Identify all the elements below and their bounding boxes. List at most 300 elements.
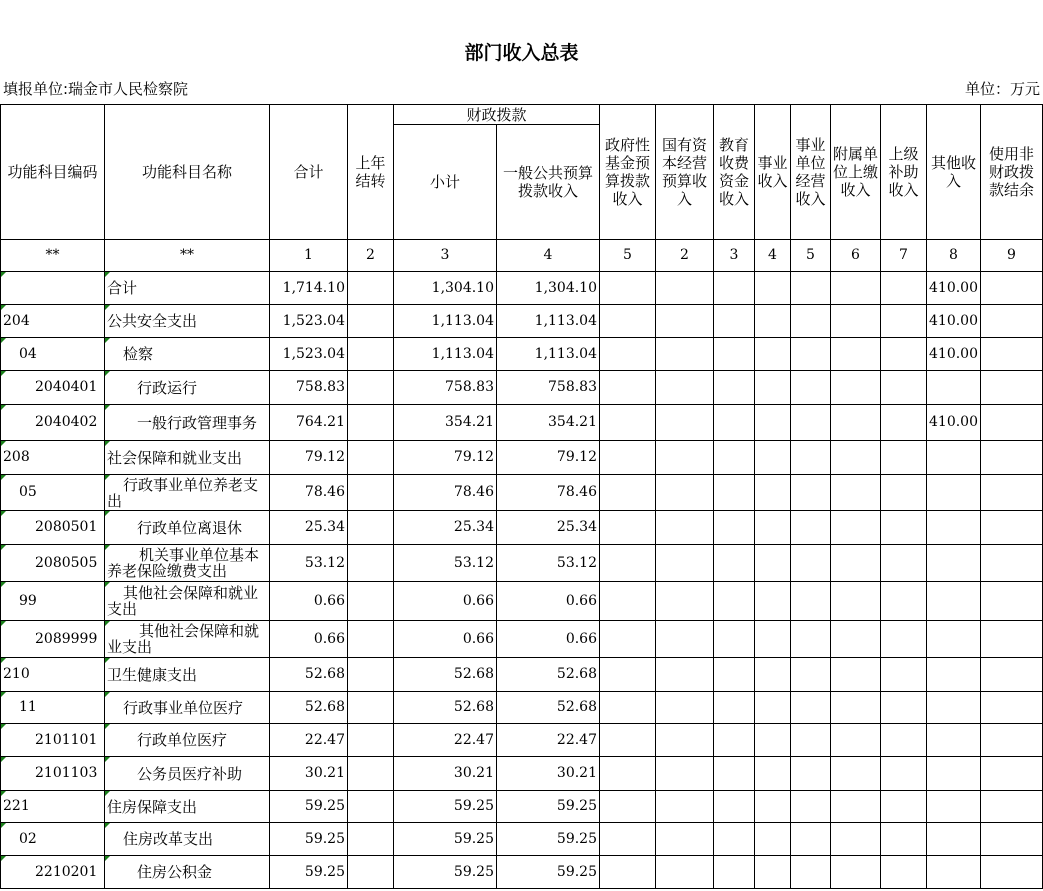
gov-fund-cell [600, 475, 656, 511]
table-row [1, 441, 1043, 475]
name-cell: 公务员医疗补助 [105, 757, 270, 791]
affiliated-cell [831, 582, 881, 621]
gov-fund-cell [600, 441, 656, 475]
edu-fee-cell [714, 791, 755, 823]
code-cell: 2210201 [1, 856, 105, 889]
affiliated-cell [831, 791, 881, 823]
business-cell [755, 371, 791, 405]
total-cell: 59.25 [270, 823, 348, 856]
state-capital-cell [656, 405, 714, 441]
name-cell: 其他社会保障和就业支出 [105, 582, 270, 621]
name-cell: 社会保障和就业支出 [105, 441, 270, 475]
gov-fund-cell [600, 823, 656, 856]
non-fiscal-balance-cell [981, 441, 1043, 475]
subtotal-cell: 30.21 [394, 757, 497, 791]
unit-operation-cell [791, 511, 831, 545]
sequence-cell: 4 [497, 240, 600, 272]
general-budget-cell: 1,113.04 [497, 305, 600, 338]
name-cell: 住房公积金 [105, 856, 270, 889]
unit-operation-cell [791, 692, 831, 724]
other-income-cell [927, 371, 981, 405]
code-cell: 2089999 [1, 621, 105, 658]
sequence-cell: 9 [981, 240, 1043, 272]
subtotal-cell: 79.12 [394, 441, 497, 475]
name-cell: 公共安全支出 [105, 305, 270, 338]
business-cell [755, 582, 791, 621]
non-fiscal-balance-cell [981, 692, 1043, 724]
edu-fee-cell [714, 441, 755, 475]
name-cell: 行政单位离退休 [105, 511, 270, 545]
superior-subsidy-cell [881, 441, 927, 475]
subtotal-cell: 52.68 [394, 692, 497, 724]
affiliated-cell [831, 305, 881, 338]
gov-fund-cell [600, 724, 656, 757]
header-total: 合计 [270, 105, 348, 240]
non-fiscal-balance-cell [981, 475, 1043, 511]
header-carryover: 上年结转 [348, 105, 394, 240]
business-cell [755, 791, 791, 823]
affiliated-cell [831, 371, 881, 405]
header-edu-fee: 教育收费资金收入 [714, 105, 755, 240]
carryover-cell [348, 757, 394, 791]
state-capital-cell [656, 621, 714, 658]
non-fiscal-balance-cell [981, 272, 1043, 305]
code-cell: 2101101 [1, 724, 105, 757]
business-cell [755, 405, 791, 441]
table-row [1, 305, 1043, 338]
sequence-cell: 8 [927, 240, 981, 272]
total-cell: 59.25 [270, 791, 348, 823]
table-row [1, 791, 1043, 823]
edu-fee-cell [714, 692, 755, 724]
carryover-cell [348, 305, 394, 338]
table-row [1, 545, 1043, 582]
header-business: 事业收入 [755, 105, 791, 240]
affiliated-cell [831, 405, 881, 441]
carryover-cell [348, 621, 394, 658]
subtotal-cell: 53.12 [394, 545, 497, 582]
business-cell [755, 545, 791, 582]
general-budget-cell: 1,113.04 [497, 338, 600, 371]
total-cell: 764.21 [270, 405, 348, 441]
state-capital-cell [656, 724, 714, 757]
general-budget-cell: 0.66 [497, 621, 600, 658]
table-row [1, 475, 1043, 511]
sequence-cell: 3 [394, 240, 497, 272]
carryover-cell [348, 371, 394, 405]
state-capital-cell [656, 441, 714, 475]
other-income-cell [927, 545, 981, 582]
carryover-cell [348, 582, 394, 621]
code-cell: 208 [1, 441, 105, 475]
edu-fee-cell [714, 582, 755, 621]
table-row [1, 338, 1043, 371]
superior-subsidy-cell [881, 757, 927, 791]
header-other: 其他收入 [927, 105, 981, 240]
state-capital-cell [656, 545, 714, 582]
carryover-cell [348, 724, 394, 757]
non-fiscal-balance-cell [981, 405, 1043, 441]
superior-subsidy-cell [881, 545, 927, 582]
carryover-cell [348, 692, 394, 724]
state-capital-cell [656, 272, 714, 305]
non-fiscal-balance-cell [981, 582, 1043, 621]
state-capital-cell [656, 856, 714, 889]
superior-subsidy-cell [881, 511, 927, 545]
gov-fund-cell [600, 305, 656, 338]
total-cell: 52.68 [270, 692, 348, 724]
sequence-cell: 7 [881, 240, 927, 272]
general-budget-cell: 52.68 [497, 658, 600, 692]
other-income-cell [927, 823, 981, 856]
sequence-cell: 3 [714, 240, 755, 272]
other-income-cell [927, 856, 981, 889]
general-budget-cell: 52.68 [497, 692, 600, 724]
superior-subsidy-cell [881, 475, 927, 511]
sequence-cell: 2 [348, 240, 394, 272]
name-cell: 住房保障支出 [105, 791, 270, 823]
non-fiscal-balance-cell [981, 823, 1043, 856]
code-cell: 05 [1, 475, 105, 511]
business-cell [755, 441, 791, 475]
code-cell: 2040402 [1, 405, 105, 441]
total-cell: 25.34 [270, 511, 348, 545]
gov-fund-cell [600, 511, 656, 545]
superior-subsidy-cell [881, 338, 927, 371]
total-cell: 0.66 [270, 621, 348, 658]
non-fiscal-balance-cell [981, 724, 1043, 757]
total-cell: 1,714.10 [270, 272, 348, 305]
unit-operation-cell [791, 441, 831, 475]
business-cell [755, 621, 791, 658]
other-income-cell: 410.00 [927, 405, 981, 441]
code-cell: 221 [1, 791, 105, 823]
business-cell [755, 272, 791, 305]
gov-fund-cell [600, 545, 656, 582]
edu-fee-cell [714, 405, 755, 441]
other-income-cell [927, 441, 981, 475]
other-income-cell [927, 621, 981, 658]
affiliated-cell [831, 621, 881, 658]
gov-fund-cell [600, 692, 656, 724]
business-cell [755, 658, 791, 692]
sequence-cell: 5 [791, 240, 831, 272]
total-cell: 79.12 [270, 441, 348, 475]
general-budget-cell: 1,304.10 [497, 272, 600, 305]
edu-fee-cell [714, 305, 755, 338]
total-cell: 78.46 [270, 475, 348, 511]
subtotal-cell: 52.68 [394, 658, 497, 692]
header-subtotal: 小计 [394, 125, 497, 240]
total-cell: 52.68 [270, 658, 348, 692]
name-cell: 检察 [105, 338, 270, 371]
name-cell: 合计 [105, 272, 270, 305]
name-cell: 行政单位医疗 [105, 724, 270, 757]
non-fiscal-balance-cell [981, 545, 1043, 582]
gov-fund-cell [600, 371, 656, 405]
table-row [1, 658, 1043, 692]
state-capital-cell [656, 475, 714, 511]
non-fiscal-balance-cell [981, 791, 1043, 823]
gov-fund-cell [600, 856, 656, 889]
carryover-cell [348, 658, 394, 692]
general-budget-cell: 758.83 [497, 371, 600, 405]
gov-fund-cell [600, 658, 656, 692]
non-fiscal-balance-cell [981, 757, 1043, 791]
subtotal-cell: 354.21 [394, 405, 497, 441]
general-budget-cell: 22.47 [497, 724, 600, 757]
state-capital-cell [656, 305, 714, 338]
other-income-cell [927, 791, 981, 823]
sequence-row [1, 240, 1043, 272]
subtotal-cell: 59.25 [394, 823, 497, 856]
carryover-cell [348, 272, 394, 305]
superior-subsidy-cell [881, 621, 927, 658]
edu-fee-cell [714, 338, 755, 371]
table-row [1, 405, 1043, 441]
non-fiscal-balance-cell [981, 371, 1043, 405]
superior-subsidy-cell [881, 658, 927, 692]
carryover-cell [348, 791, 394, 823]
affiliated-cell [831, 823, 881, 856]
name-cell: 卫生健康支出 [105, 658, 270, 692]
business-cell [755, 511, 791, 545]
carryover-cell [348, 856, 394, 889]
other-income-cell: 410.00 [927, 272, 981, 305]
affiliated-cell [831, 692, 881, 724]
subtotal-cell: 1,304.10 [394, 272, 497, 305]
carryover-cell [348, 545, 394, 582]
affiliated-cell [831, 856, 881, 889]
business-cell [755, 305, 791, 338]
table-row [1, 582, 1043, 621]
name-cell: 机关事业单位基本养老保险缴费支出 [105, 545, 270, 582]
table-row [1, 272, 1043, 305]
state-capital-cell [656, 823, 714, 856]
business-cell [755, 475, 791, 511]
total-cell: 30.21 [270, 757, 348, 791]
table-row [1, 823, 1043, 856]
affiliated-cell [831, 272, 881, 305]
unit-operation-cell [791, 856, 831, 889]
unit-operation-cell [791, 305, 831, 338]
header-non-fiscal-balance: 使用非财政拨款结余 [981, 105, 1043, 240]
unit-operation-cell [791, 791, 831, 823]
business-cell [755, 757, 791, 791]
table-row [1, 371, 1043, 405]
unit-operation-cell [791, 582, 831, 621]
header-code: 功能科目编码 [1, 105, 105, 240]
subtotal-cell: 59.25 [394, 791, 497, 823]
sequence-cell: ** [105, 240, 270, 272]
state-capital-cell [656, 371, 714, 405]
total-cell: 1,523.04 [270, 338, 348, 371]
state-capital-cell [656, 582, 714, 621]
other-income-cell [927, 724, 981, 757]
gov-fund-cell [600, 272, 656, 305]
code-cell: 2080501 [1, 511, 105, 545]
subtotal-cell: 59.25 [394, 856, 497, 889]
carryover-cell [348, 475, 394, 511]
affiliated-cell [831, 511, 881, 545]
gov-fund-cell [600, 582, 656, 621]
code-cell [1, 272, 105, 305]
total-cell: 758.83 [270, 371, 348, 405]
name-cell: 行政运行 [105, 371, 270, 405]
affiliated-cell [831, 724, 881, 757]
subtotal-cell: 0.66 [394, 621, 497, 658]
affiliated-cell [831, 658, 881, 692]
unit-operation-cell [791, 405, 831, 441]
other-income-cell: 410.00 [927, 338, 981, 371]
superior-subsidy-cell [881, 724, 927, 757]
edu-fee-cell [714, 856, 755, 889]
gov-fund-cell [600, 791, 656, 823]
state-capital-cell [656, 692, 714, 724]
table-row [1, 621, 1043, 658]
unit-operation-cell [791, 272, 831, 305]
code-cell: 04 [1, 338, 105, 371]
unit-operation-cell [791, 658, 831, 692]
general-budget-cell: 59.25 [497, 791, 600, 823]
sequence-cell: 4 [755, 240, 791, 272]
general-budget-cell: 59.25 [497, 823, 600, 856]
total-cell: 1,523.04 [270, 305, 348, 338]
other-income-cell: 410.00 [927, 305, 981, 338]
code-cell: 99 [1, 582, 105, 621]
gov-fund-cell [600, 338, 656, 371]
edu-fee-cell [714, 823, 755, 856]
header-name: 功能科目名称 [105, 105, 270, 240]
sequence-cell: 5 [600, 240, 656, 272]
unit-operation-cell [791, 823, 831, 856]
superior-subsidy-cell [881, 582, 927, 621]
subtotal-cell: 22.47 [394, 724, 497, 757]
general-budget-cell: 30.21 [497, 757, 600, 791]
edu-fee-cell [714, 475, 755, 511]
header-superior-subsidy: 上级补助收入 [881, 105, 927, 240]
header-fiscal-group: 财政拨款 [394, 105, 600, 125]
edu-fee-cell [714, 757, 755, 791]
table-row [1, 757, 1043, 791]
business-cell [755, 823, 791, 856]
carryover-cell [348, 511, 394, 545]
edu-fee-cell [714, 511, 755, 545]
unit-operation-cell [791, 545, 831, 582]
header-gov-fund: 政府性基金预算拨款收入 [600, 105, 656, 240]
code-cell: 02 [1, 823, 105, 856]
edu-fee-cell [714, 272, 755, 305]
subtotal-cell: 25.34 [394, 511, 497, 545]
code-cell: 210 [1, 658, 105, 692]
total-cell: 0.66 [270, 582, 348, 621]
unit-operation-cell [791, 371, 831, 405]
superior-subsidy-cell [881, 856, 927, 889]
sequence-cell: ** [1, 240, 105, 272]
superior-subsidy-cell [881, 272, 927, 305]
code-cell: 11 [1, 692, 105, 724]
affiliated-cell [831, 475, 881, 511]
general-budget-cell: 59.25 [497, 856, 600, 889]
header-state-capital: 国有资本经营预算收入 [656, 105, 714, 240]
gov-fund-cell [600, 405, 656, 441]
name-cell: 行政事业单位养老支出 [105, 475, 270, 511]
name-cell: 一般行政管理事务 [105, 405, 270, 441]
table-row [1, 724, 1043, 757]
general-budget-cell: 0.66 [497, 582, 600, 621]
table-row [1, 856, 1043, 889]
subtotal-cell: 0.66 [394, 582, 497, 621]
superior-subsidy-cell [881, 823, 927, 856]
state-capital-cell [656, 791, 714, 823]
code-cell: 2101103 [1, 757, 105, 791]
other-income-cell [927, 692, 981, 724]
unit-operation-cell [791, 757, 831, 791]
gov-fund-cell [600, 757, 656, 791]
general-budget-cell: 25.34 [497, 511, 600, 545]
general-budget-cell: 53.12 [497, 545, 600, 582]
other-income-cell [927, 658, 981, 692]
sequence-cell: 2 [656, 240, 714, 272]
header-unit-operation: 事业单位经营收入 [791, 105, 831, 240]
edu-fee-cell [714, 724, 755, 757]
code-cell: 204 [1, 305, 105, 338]
sequence-cell: 1 [270, 240, 348, 272]
non-fiscal-balance-cell [981, 621, 1043, 658]
carryover-cell [348, 405, 394, 441]
carryover-cell [348, 441, 394, 475]
name-cell: 行政事业单位医疗 [105, 692, 270, 724]
table-row [1, 692, 1043, 724]
affiliated-cell [831, 441, 881, 475]
non-fiscal-balance-cell [981, 658, 1043, 692]
state-capital-cell [656, 338, 714, 371]
edu-fee-cell [714, 621, 755, 658]
name-cell: 其他社会保障和就业支出 [105, 621, 270, 658]
header-general-budget: 一般公共预算拨款收入 [497, 125, 600, 240]
business-cell [755, 724, 791, 757]
reporting-unit: 填报单位:瑞金市人民检察院 [3, 80, 189, 98]
header-affiliated: 附属单位上缴收入 [831, 105, 881, 240]
unit-operation-cell [791, 621, 831, 658]
affiliated-cell [831, 757, 881, 791]
total-cell: 22.47 [270, 724, 348, 757]
edu-fee-cell [714, 371, 755, 405]
superior-subsidy-cell [881, 305, 927, 338]
page-title: 部门收入总表 [464, 42, 579, 64]
superior-subsidy-cell [881, 692, 927, 724]
non-fiscal-balance-cell [981, 511, 1043, 545]
currency-unit: 单位：万元 [964, 80, 1040, 98]
name-cell: 住房改革支出 [105, 823, 270, 856]
code-cell: 2040401 [1, 371, 105, 405]
non-fiscal-balance-cell [981, 305, 1043, 338]
general-budget-cell: 78.46 [497, 475, 600, 511]
unit-operation-cell [791, 338, 831, 371]
other-income-cell [927, 475, 981, 511]
general-budget-cell: 354.21 [497, 405, 600, 441]
unit-operation-cell [791, 475, 831, 511]
total-cell: 53.12 [270, 545, 348, 582]
edu-fee-cell [714, 545, 755, 582]
other-income-cell [927, 582, 981, 621]
unit-operation-cell [791, 724, 831, 757]
superior-subsidy-cell [881, 371, 927, 405]
superior-subsidy-cell [881, 405, 927, 441]
table-row [1, 511, 1043, 545]
business-cell [755, 856, 791, 889]
code-cell: 2080505 [1, 545, 105, 582]
